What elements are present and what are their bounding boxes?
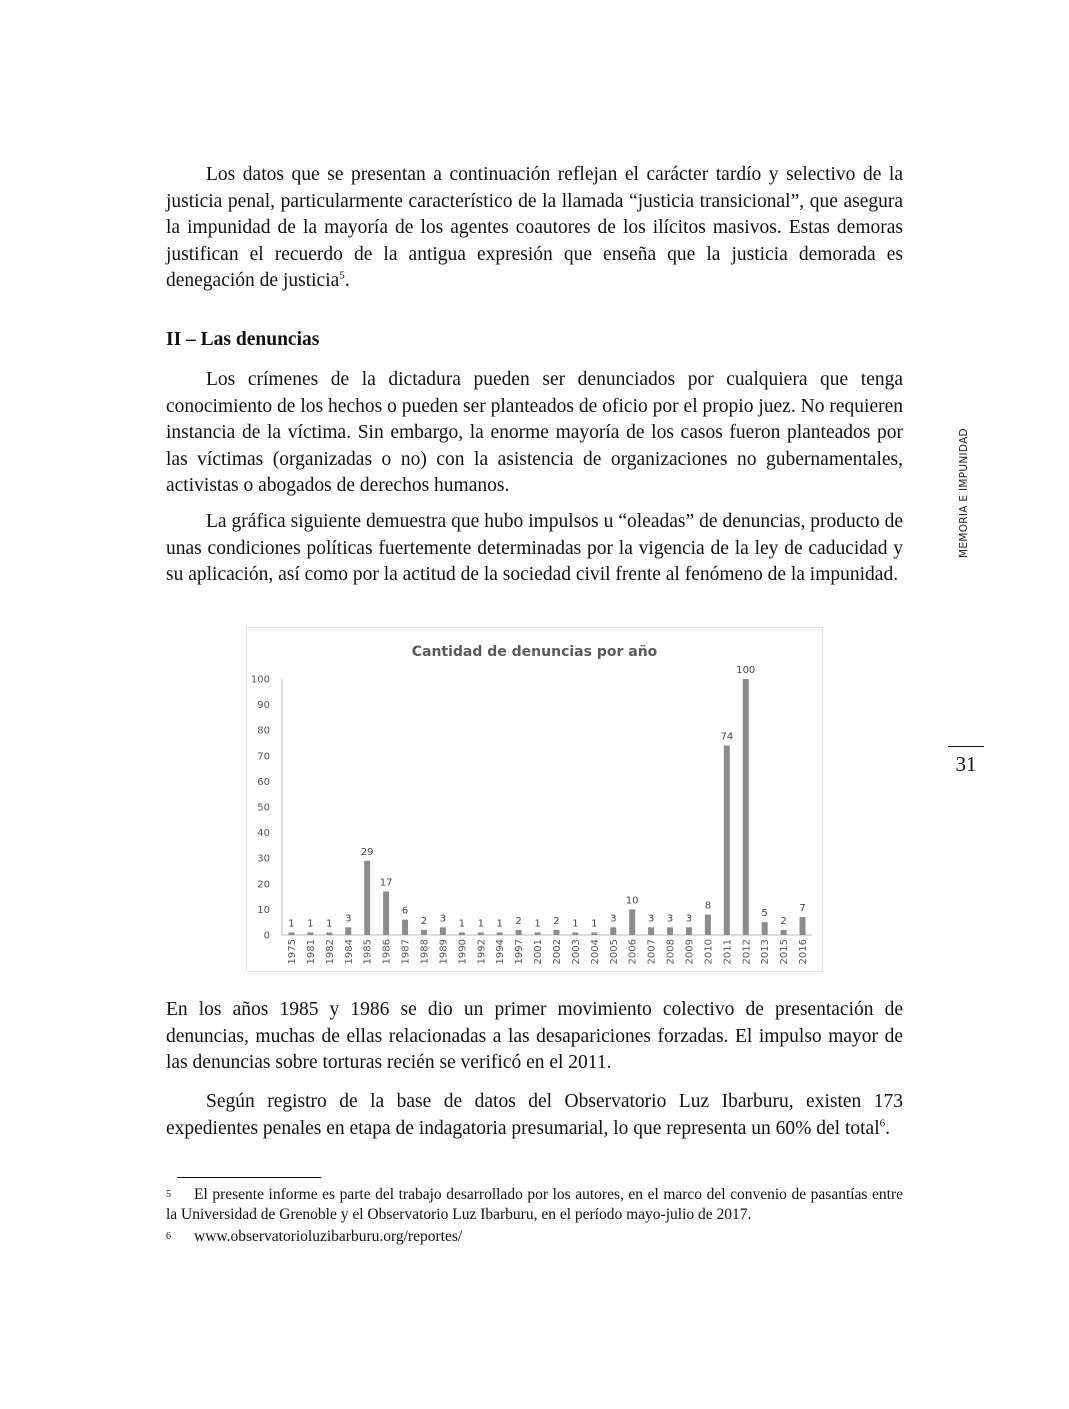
x-tick-label: 1984 (343, 939, 355, 965)
movimiento-paragraph: En los años 1985 y 1986 se dio un primer movimiento colectivo de presentación de denuncias, muchas de ellas relacionadas a las desapariciones forzadas. El impulso mayor de las denuncias sobre torturas recién se verificó en el 2011. (166, 999, 903, 1073)
denuncias-paragraph: Los crímenes de la dictadura pueden ser denunciados por cualquiera que tenga conocimiento de los hechos o pueden ser planteados de oficio por el propio juez. No requieren instancia de la víctima. Sin embargo, la enorme mayoría de los casos fueron planteados por las víctimas (organizadas o no) con la asistencia de organizaciones no gubernamentales, activistas o abogados de derechos humanos. (166, 369, 903, 496)
data-label: 1 (572, 918, 579, 930)
x-tick-label: 1981 (305, 939, 317, 965)
section-heading: II – Las denuncias (166, 329, 320, 350)
x-tick-label: 1988 (419, 939, 431, 965)
bar (648, 927, 654, 935)
bar (383, 891, 389, 935)
data-label: 2 (515, 915, 522, 927)
x-tick-label: 2003 (570, 939, 582, 965)
x-tick-label: 1975 (286, 939, 298, 965)
x-tick-label: 1985 (362, 939, 374, 965)
data-label: 100 (736, 665, 756, 676)
bar (553, 930, 559, 935)
y-tick-label: 30 (257, 853, 270, 865)
bar (307, 932, 313, 935)
footnote-mark: 5 (166, 1189, 171, 1200)
data-label: 3 (685, 913, 693, 925)
footnote-ref-5[interactable]: 5 (339, 269, 345, 282)
data-label: 8 (704, 900, 712, 912)
data-label: 1 (496, 918, 503, 930)
data-label: 1 (591, 918, 598, 930)
oleadas-paragraph: La gráfica siguiente demuestra que hubo impulsos u “oleadas” de denuncias, producto de unas condiciones políticas fuertemente determinadas por la vigencia de la ley de caducidad y su aplicación, así como por la actitud de la sociedad civil frente al fenómeno de la impunidad. (166, 511, 903, 585)
bar (591, 932, 597, 935)
x-tick-label: 2009 (684, 939, 696, 965)
x-tick-label: 2013 (760, 939, 772, 965)
data-label: 1 (458, 918, 466, 930)
bar (535, 932, 541, 935)
bar (762, 922, 768, 935)
data-label: 7 (799, 903, 806, 915)
bar (781, 930, 787, 935)
y-tick-label: 40 (257, 828, 270, 840)
data-label: 3 (647, 913, 655, 925)
data-label: 3 (610, 913, 617, 925)
intro-paragraph: Los datos que se presentan a continuación reflejan el carácter tardío y selectivo de la justicia penal, particularmente característico de la llamada “justicia transicional”, que asegura la impunidad de la mayoría de los agentes coautores de los ilícitos masivos. Estas demoras justifican el recuerdo de la antigua expresión que enseña que la justicia demorada es denegación de justicia$^5$. (166, 164, 903, 291)
x-tick-label: 2008 (665, 939, 677, 965)
data-label: 17 (379, 877, 393, 889)
bar (440, 927, 446, 935)
data-label: 2 (780, 915, 787, 927)
x-tick-label: 2016 (798, 939, 810, 965)
x-tick-label: 2005 (608, 939, 620, 965)
bar (743, 679, 749, 935)
x-tick-label: 2012 (741, 939, 753, 965)
y-tick-label: 80 (257, 725, 270, 737)
y-tick-label: 20 (257, 879, 270, 891)
running-header: MEMORIA E IMPUNIDAD (958, 428, 970, 558)
bar (402, 920, 408, 935)
y-tick-label: 0 (263, 930, 270, 942)
x-tick-label: 2010 (703, 939, 715, 965)
bar (516, 930, 522, 935)
data-label: 74 (720, 731, 734, 743)
x-tick-label: 1987 (400, 939, 412, 965)
data-label: 1 (326, 918, 333, 930)
data-label: 10 (625, 895, 639, 907)
footnote-ref-6[interactable]: 6 (879, 1117, 886, 1129)
y-tick-label: 10 (257, 904, 270, 916)
bar (497, 932, 503, 935)
data-label: 2 (420, 915, 428, 927)
y-tick-label: 90 (257, 700, 270, 712)
y-tick-label: 60 (257, 776, 270, 788)
chart-title: Cantidad de denuncias por año (411, 644, 658, 660)
x-tick-label: 2015 (779, 939, 791, 965)
data-label: 3 (345, 913, 352, 925)
x-tick-label: 2006 (627, 939, 639, 965)
x-tick-label: 1997 (514, 939, 526, 965)
bar (288, 932, 294, 935)
footnote-6: 6 www.observatorioluzibarburu.org/reportes/ (166, 1228, 463, 1245)
data-label: 29 (360, 846, 374, 858)
bar (610, 927, 616, 935)
x-tick-label: 1989 (438, 939, 450, 965)
footnote-mark: 6 (166, 1231, 171, 1242)
x-tick-label: 1994 (495, 939, 507, 965)
bar (705, 915, 711, 935)
x-tick-label: 1986 (381, 939, 393, 965)
x-tick-label: 2002 (551, 939, 563, 965)
x-tick-label: 2001 (533, 939, 545, 965)
chart-canvas (246, 627, 823, 972)
data-label: 1 (288, 918, 295, 930)
bar (459, 932, 465, 935)
data-label: 3 (666, 913, 674, 925)
bar (686, 927, 692, 935)
data-label: 1 (534, 918, 541, 930)
x-tick-label: 1990 (457, 939, 469, 965)
x-tick-label: 2007 (646, 939, 658, 965)
data-label: 1 (307, 918, 314, 930)
footnote-divider (177, 1177, 321, 1178)
data-label: 5 (761, 908, 768, 920)
y-tick-label: 50 (257, 802, 270, 814)
bar (345, 927, 351, 935)
page-number: 31 (955, 752, 977, 776)
page-number-rule (948, 746, 984, 747)
registro-paragraph: Según registro de la base de datos del Observatorio Luz Ibarburu, existen 173 expedientes penales en etapa de indagatoria presumarial, lo que representa un 60% del total$^6$. (166, 1091, 903, 1139)
data-label: 6 (401, 905, 409, 917)
bar (667, 927, 673, 935)
x-tick-label: 2004 (589, 939, 601, 965)
bar (326, 932, 332, 935)
x-tick-label: 1982 (324, 939, 336, 965)
bar (800, 917, 806, 935)
bar-chart (246, 627, 823, 972)
data-label: 2 (553, 915, 560, 927)
x-tick-label: 2011 (722, 939, 734, 965)
data-label: 1 (477, 918, 484, 930)
footnote-5: 5 El presente informe es parte del trabajo desarrollado por los autores, en el marco del convenio de pasantías entre la Universidad de Grenoble y el Observatorio Luz Ibarburu, en el período mayo-julio de 2017. (166, 1186, 903, 1223)
bar (572, 932, 578, 935)
y-tick-label: 70 (257, 751, 270, 763)
bar (478, 932, 484, 935)
bar (724, 746, 730, 935)
y-tick-label: 100 (250, 674, 270, 686)
bar (364, 861, 370, 935)
x-tick-label: 1992 (476, 939, 488, 965)
data-label: 3 (439, 913, 447, 925)
bar (629, 909, 635, 935)
bar (421, 930, 427, 935)
